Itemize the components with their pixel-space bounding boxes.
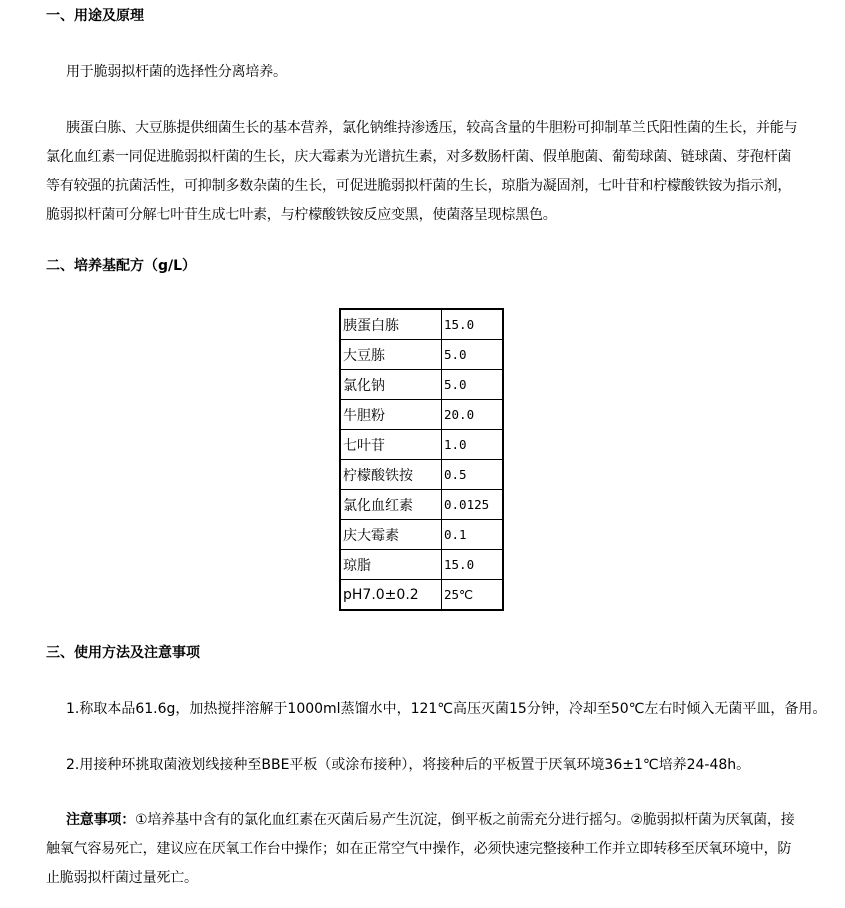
formula-row xyxy=(340,490,503,520)
section-heading-usage: 一、用途及原理 xyxy=(46,8,144,24)
ingredient-amount: 0.5 xyxy=(442,460,504,490)
method-step-1: 1.称取本品61.6g，加热搅拌溶解于1000ml蒸馏水中，121℃高压灭菌15分钟，冷却至50℃左右时倾入无菌平皿，备用。 xyxy=(66,701,827,717)
section-heading-method: 三、使用方法及注意事项 xyxy=(46,645,200,661)
ingredient-name: 氯化血红素 xyxy=(340,490,442,520)
note-paragraph xyxy=(46,806,798,893)
formula-row xyxy=(340,340,503,370)
formula-row xyxy=(340,430,503,460)
ingredient-amount: 20.0 xyxy=(442,400,504,430)
ingredient-amount: 5.0 xyxy=(442,370,504,400)
note-label: 注意事项： xyxy=(66,812,135,828)
formula-row xyxy=(340,460,503,490)
note-text: ①培养基中含有的氯化血红素在灭菌后易产生沉淀，倒平板之前需充分进行摇匀。②脆弱拟杆菌为厌氧菌，接触氧气容易死亡，建议应在厌氧工作台中操作；如在正常空气中操作，必须快速完整接种工作并立即转移至厌氧环境中，防止脆弱拟杆菌过量死亡。 xyxy=(46,812,795,886)
ingredient-amount: 0.1 xyxy=(442,520,504,550)
ingredient-name: 七叶苷 xyxy=(340,430,442,460)
ingredient-amount: 15.0 xyxy=(442,550,504,580)
ingredient-name: 氯化钠 xyxy=(340,370,442,400)
ingredient-amount: 1.0 xyxy=(442,430,504,460)
ingredient-name: pH7.0±0.2 xyxy=(340,580,442,611)
formula-row xyxy=(340,370,503,400)
ingredient-name: 胰蛋白胨 xyxy=(340,309,442,340)
method-step-2: 2.用接种环挑取菌液划线接种至BBE平板（或涂布接种），将接种后的平板置于厌氧环境36±1℃培养24-48h。 xyxy=(66,757,751,773)
usage-paragraph: 用于脆弱拟杆菌的选择性分离培养。 xyxy=(66,64,287,80)
ingredient-amount: 25℃ xyxy=(442,580,504,611)
formula-row xyxy=(340,309,503,340)
formula-row xyxy=(340,550,503,580)
section-heading-formula: 二、培养基配方（g/L） xyxy=(46,258,197,274)
ingredient-name: 庆大霉素 xyxy=(340,520,442,550)
ingredient-name: 大豆胨 xyxy=(340,340,442,370)
ingredient-name: 柠檬酸铁按 xyxy=(340,460,442,490)
formula-row xyxy=(340,580,503,611)
ingredient-name: 琼脂 xyxy=(340,550,442,580)
formula-row xyxy=(340,400,503,430)
formula-table xyxy=(339,308,504,611)
principle-paragraph: 胰蛋白胨、大豆胨提供细菌生长的基本营养，氯化钠维持渗透压，较高含量的牛胆粉可抑制革兰氏阳性菌的生长，并能与氯化血红素一同促进脆弱拟杆菌的生长，庆大霉素为光谱抗生素，对多数肠杆菌、假单胞菌、葡萄球菌、链球菌、芽孢杆菌等有较强的抗菌活性，可抑制多数杂菌的生长，可促进脆弱拟杆菌的生长，琼脂为凝固剂，七叶苷和柠檬酸铁铵为指示剂，脆弱拟杆菌可分解七叶苷生成七叶素，与柠檬酸铁铵反应变黑，使菌落呈现棕黑色。 xyxy=(46,120,798,223)
ingredient-amount: 15.0 xyxy=(442,309,504,340)
ingredient-amount: 0.0125 xyxy=(442,490,504,520)
ingredient-name: 牛胆粉 xyxy=(340,400,442,430)
formula-row xyxy=(340,520,503,550)
ingredient-amount: 5.0 xyxy=(442,340,504,370)
